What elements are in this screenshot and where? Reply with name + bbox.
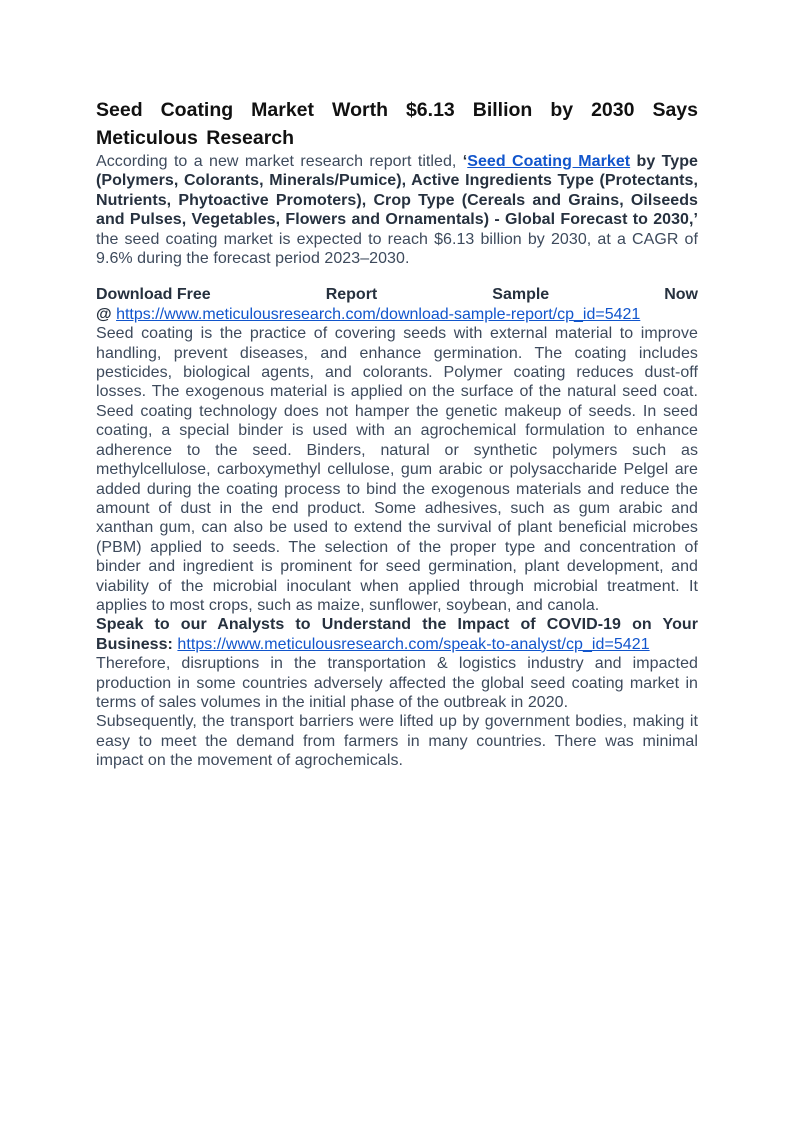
intro-rest: the seed coating market is expected to reach $6.13 billion by 2030, at a CAGR of 9.6% during the forecast period 2023–2030.	[96, 230, 698, 268]
subsequently-paragraph: Subsequently, the transport barriers were lifted up by government bodies, making it easy to meet the demand from farmers in many countries. There was minimal impact on the movement of agrochemicals.	[96, 713, 698, 770]
document-content	[96, 96, 698, 771]
download-word-1: Download Free	[96, 286, 211, 304]
download-at-sign: @	[96, 305, 112, 323]
download-sample-block	[96, 285, 698, 324]
seed-coating-paragraph: Seed coating is the practice of covering seeds with external material to improve handling, prevent diseases, and enhance germination. The coating includes pesticides, biological agents, and colorants. Polymer coating reduces dust-off losses. The exogenous material is applied on the surface of the natural seed coat. Seed coating technology does not hamper the genetic makeup of seeds. In seed coating, a special binder is used with an agrochemical formulation to enhance adherence to the seed. Binders, natural or synthetic polymers such as methylcellulose, carboxymethyl cellulose, gum arabic or polysaccharide Pelgel are added during the coating process to bind the exogenous materials and reduce the amount of dust in the end product. Some adhesives, such as gum arabic and xanthan gum, can also be used to extend the survival of plant beneficial microbes (PBM) applied to seeds. The selection of the proper type and concentration of binder and ingredient is prominent for seed germination, plant development, and viability of the microbial inoculant when applied through microbial treatment. It applies to most crops, such as maize, sunflower, soybean, and canola.	[96, 325, 698, 614]
intro-paragraph	[96, 152, 698, 268]
disruptions-paragraph: Therefore, disruptions in the transportation & logistics industry and impacted production in some countries adversely affected the global seed coating market in terms of sales volumes in the initial phase of the outbreak in 2020.	[96, 655, 698, 711]
report-title-link[interactable]: Seed Coating Market	[467, 153, 631, 170]
report-quote-open: ‘	[462, 153, 468, 170]
download-word-3: Sample	[492, 286, 550, 304]
analyst-link[interactable]: https://www.meticulousresearch.com/speak-to-analyst/cp_id=5421	[177, 635, 650, 653]
analyst-label: Speak to our Analysts to Understand the Impact of COVID-19 on Your Business:	[96, 616, 698, 653]
download-word-4: Now	[664, 286, 698, 304]
download-sample-heading	[96, 285, 698, 304]
page-title: Seed Coating Market Worth $6.13 Billion by 2030 Says Meticulous Research	[96, 99, 698, 149]
report-title-rest: by Type (Polymers, Colorants, Minerals/Pumice), Active Ingredients Type (Protectants, Nutrients, Phytoactive Promoters), Crop Type (Cereals and Grains, Oilseeds and Pulses, Vegetables, Flowers and Ornamentals) - Global Forecast to 2030,’	[96, 153, 698, 229]
analyst-paragraph	[96, 615, 698, 654]
download-link-line	[96, 305, 698, 324]
intro-lead: According to a new market research report titled,	[96, 153, 463, 170]
download-word-2: Report	[325, 286, 378, 304]
download-sample-link[interactable]: https://www.meticulousresearch.com/download-sample-report/cp_id=5421	[116, 305, 641, 323]
